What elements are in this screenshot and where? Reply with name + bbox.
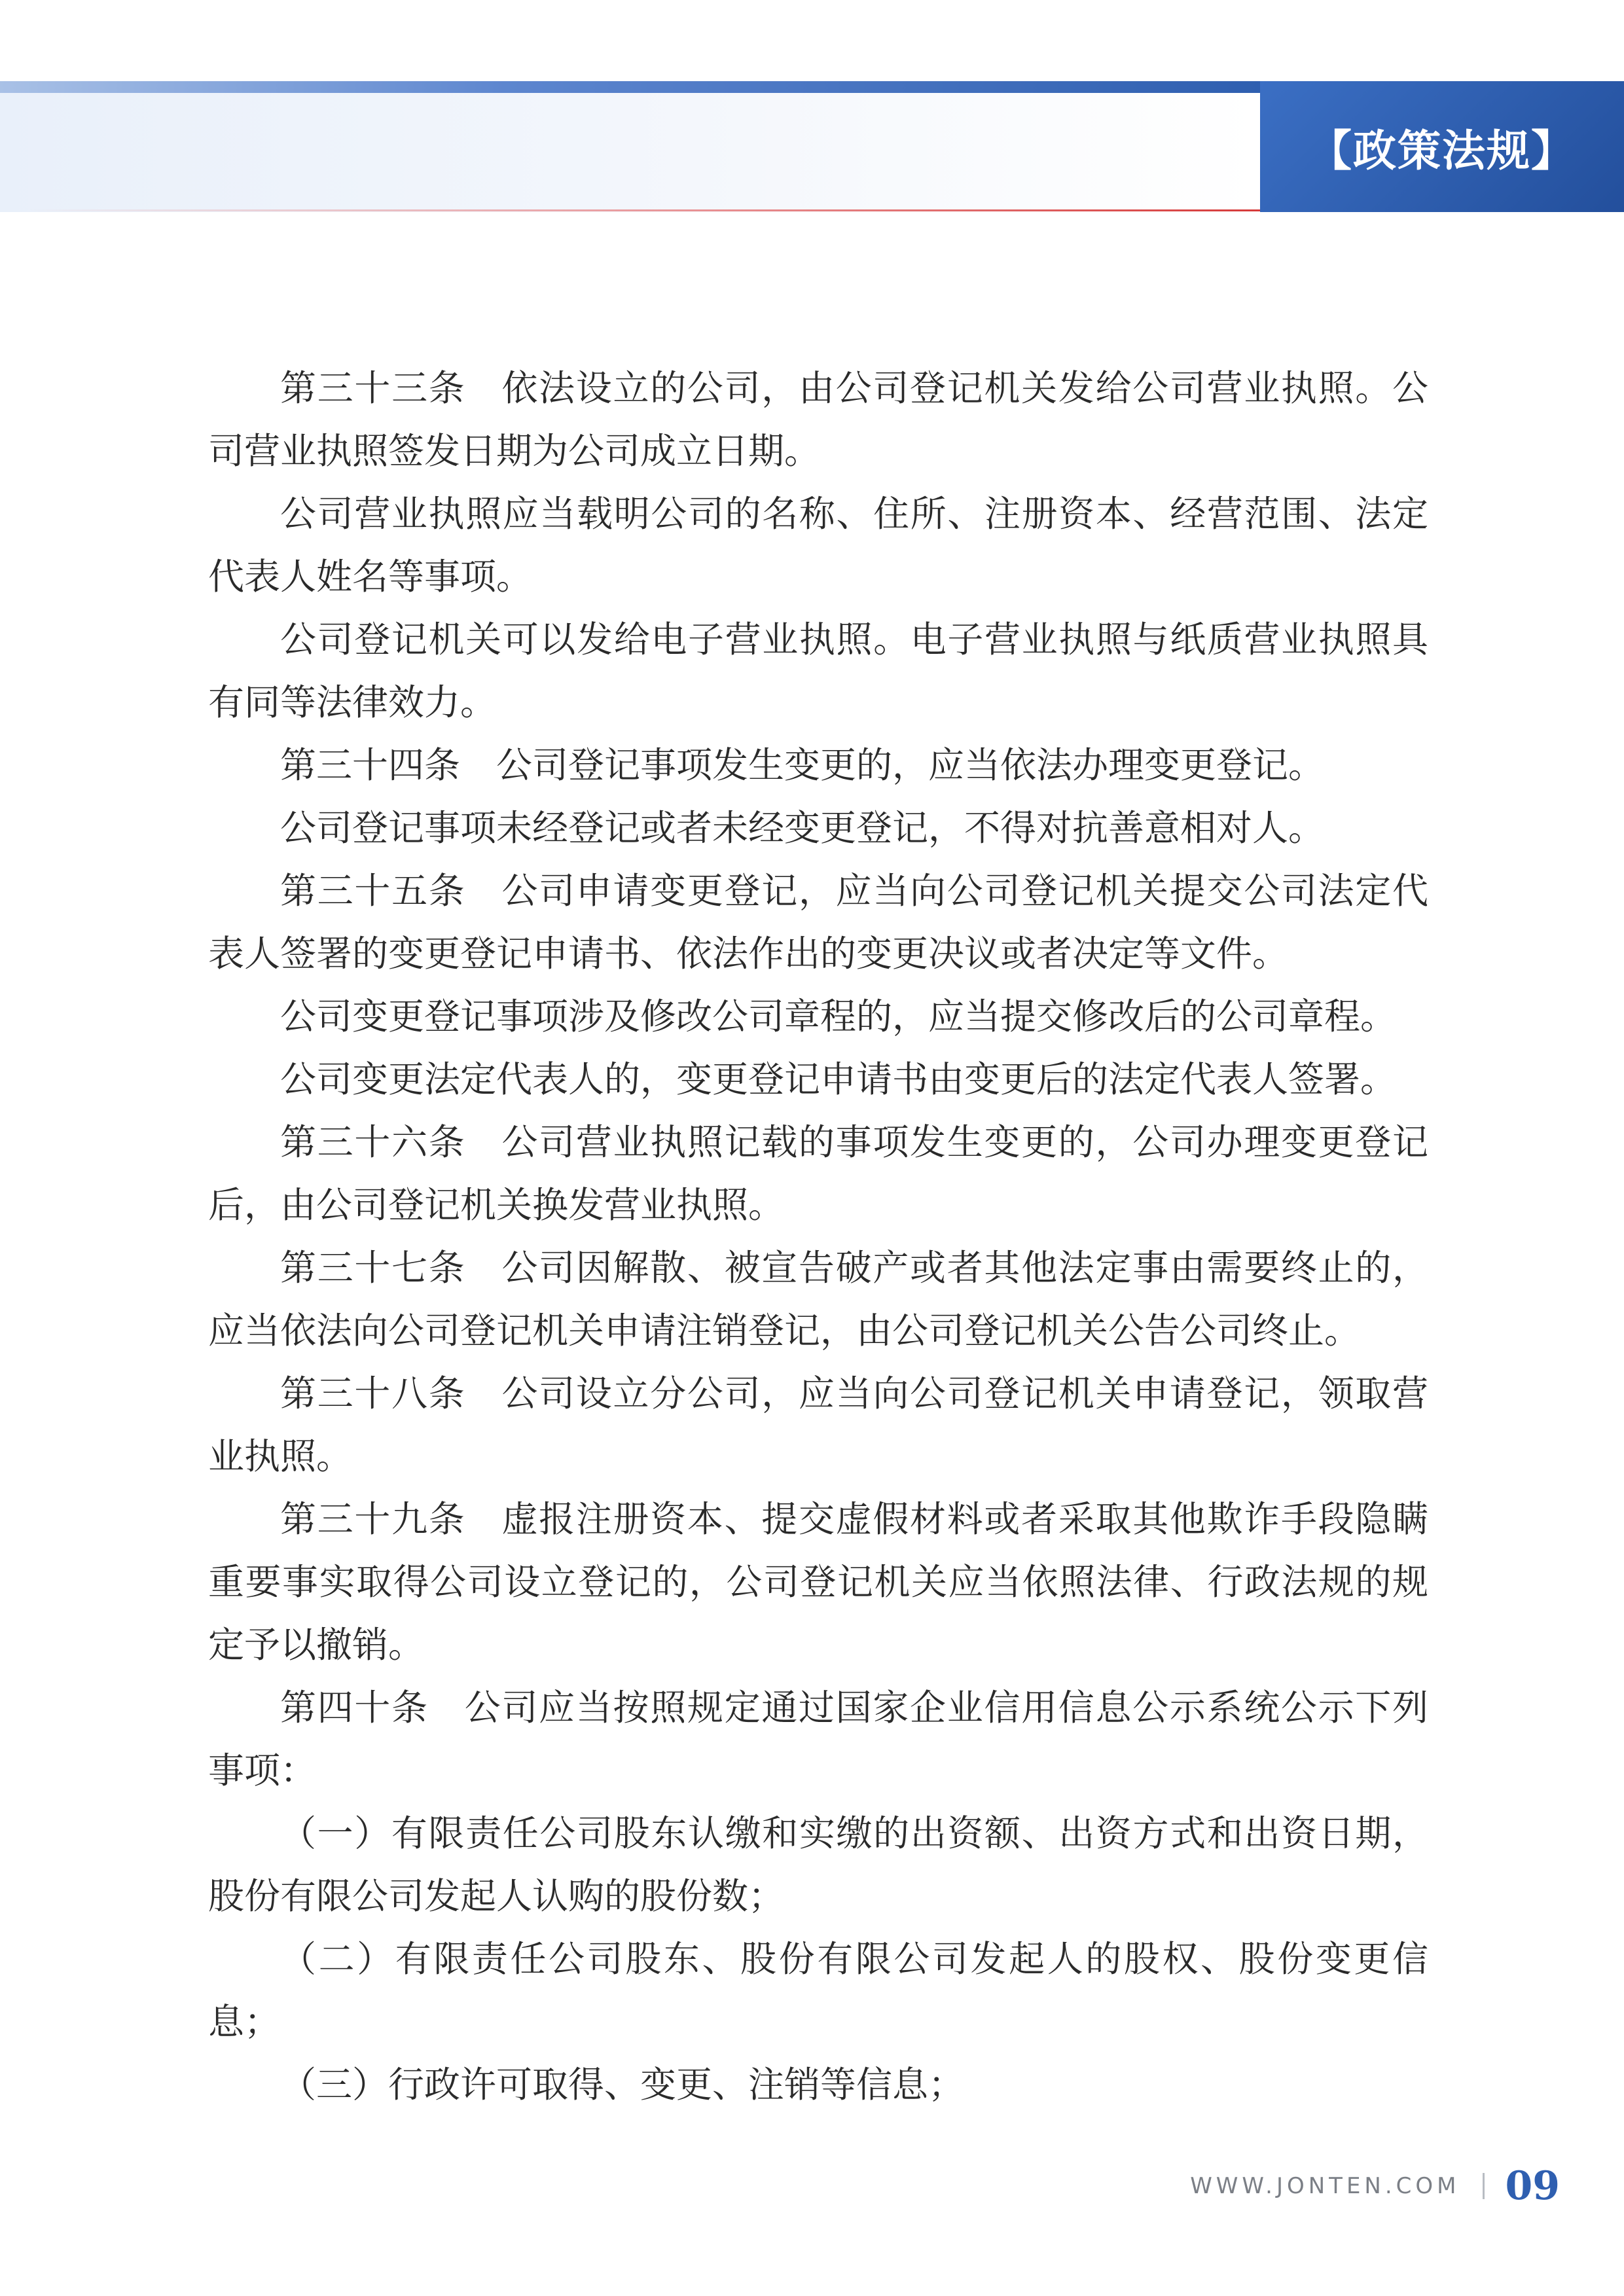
article-paragraph [208,482,1428,608]
footer-url: WWW.JONTEN.COM [1190,2173,1460,2199]
article-number: 第三十六条 [280,1121,466,1163]
article-number: 第三十四条 [280,744,461,786]
paragraph-text: 虚报注册资本、提交虚假材料或者采取其他欺诈手段隐瞒重要事实取得公司设立登记的，公司登记机关应当依照法律、行政法规的规定予以撤销。 [208,1498,1428,1666]
header-red-rule [26,209,1260,211]
paragraph-text: 公司营业执照记载的事项发生变更的，公司办理变更登记后，由公司登记机关换发营业执照。 [208,1121,1428,1226]
article-number: 第三十三条 [280,367,466,409]
article-number: 第三十八条 [280,1372,466,1414]
article-body [208,357,1428,2116]
section-tab [1260,81,1624,212]
paragraph-text: 依法设立的公司，由公司登记机关发给公司营业执照。公司营业执照签发日期为公司成立日期。 [208,367,1428,472]
paragraph-text: 公司变更法定代表人的，变更登记申请书由变更后的法定代表人签署。 [280,1058,1397,1100]
paragraph-text: 公司设立分公司，应当向公司登记机关申请登记，领取营业执照。 [208,1372,1428,1477]
page-footer [1190,2153,1560,2219]
paragraph-text: 公司应当按照规定通过国家企业信用信息公示系统公示下列事项： [208,1687,1428,1791]
article-paragraph [208,1048,1428,1111]
article-number: 第三十五条 [280,870,466,912]
paragraph-text: （三）行政许可取得、变更、注销等信息； [280,2064,965,2106]
paragraph-text: （一）有限责任公司股东认缴和实缴的出资额、出资方式和出资日期，股份有限公司发起人认购的股份数； [208,1812,1428,1917]
article-paragraph [208,1236,1428,1362]
page-number: 09 [1505,2163,1560,2209]
paragraph-text: 公司登记事项未经登记或者未经变更登记，不得对抗善意相对人。 [280,807,1325,849]
article-paragraph [208,1111,1428,1236]
paragraph-text: 公司登记事项发生变更的，应当依法办理变更登记。 [496,744,1325,786]
header-accent-line [0,81,1260,93]
list-item-paragraph [208,1928,1428,2053]
article-number: 第三十九条 [280,1498,466,1540]
article-paragraph [208,797,1428,859]
article-paragraph [208,985,1428,1048]
paragraph-text: 公司登记机关可以发给电子营业执照。电子营业执照与纸质营业执照具有同等法律效力。 [208,619,1428,723]
article-number: 第四十条 [280,1687,429,1729]
section-label: 【政策法规】 [1308,124,1576,176]
paragraph-text: 公司申请变更登记，应当向公司登记机关提交公司法定代表人签署的变更登记申请书、依法作出的变更决议或者决定等文件。 [208,870,1428,975]
list-item-paragraph [208,2053,1428,2116]
footer-divider [1483,2173,1485,2199]
article-paragraph [208,1676,1428,1802]
paragraph-text: 公司变更登记事项涉及修改公司章程的，应当提交修改后的公司章程。 [280,996,1397,1037]
article-paragraph [208,1362,1428,1488]
article-paragraph [208,608,1428,734]
article-paragraph [208,357,1428,482]
paragraph-text: 公司营业执照应当载明公司的名称、住所、注册资本、经营范围、法定代表人姓名等事项。 [208,493,1428,598]
paragraph-text: （二）有限责任公司股东、股份有限公司发起人的股权、股份变更信息； [208,1938,1428,2043]
list-item-paragraph [208,1802,1428,1928]
header-band [0,81,1260,212]
article-paragraph [208,734,1428,797]
article-number: 第三十七条 [280,1247,466,1289]
paragraph-text: 公司因解散、被宣告破产或者其他法定事由需要终止的，应当依法向公司登记机关申请注销登记，由公司登记机关公告公司终止。 [208,1247,1428,1352]
article-paragraph [208,859,1428,985]
article-paragraph [208,1488,1428,1676]
